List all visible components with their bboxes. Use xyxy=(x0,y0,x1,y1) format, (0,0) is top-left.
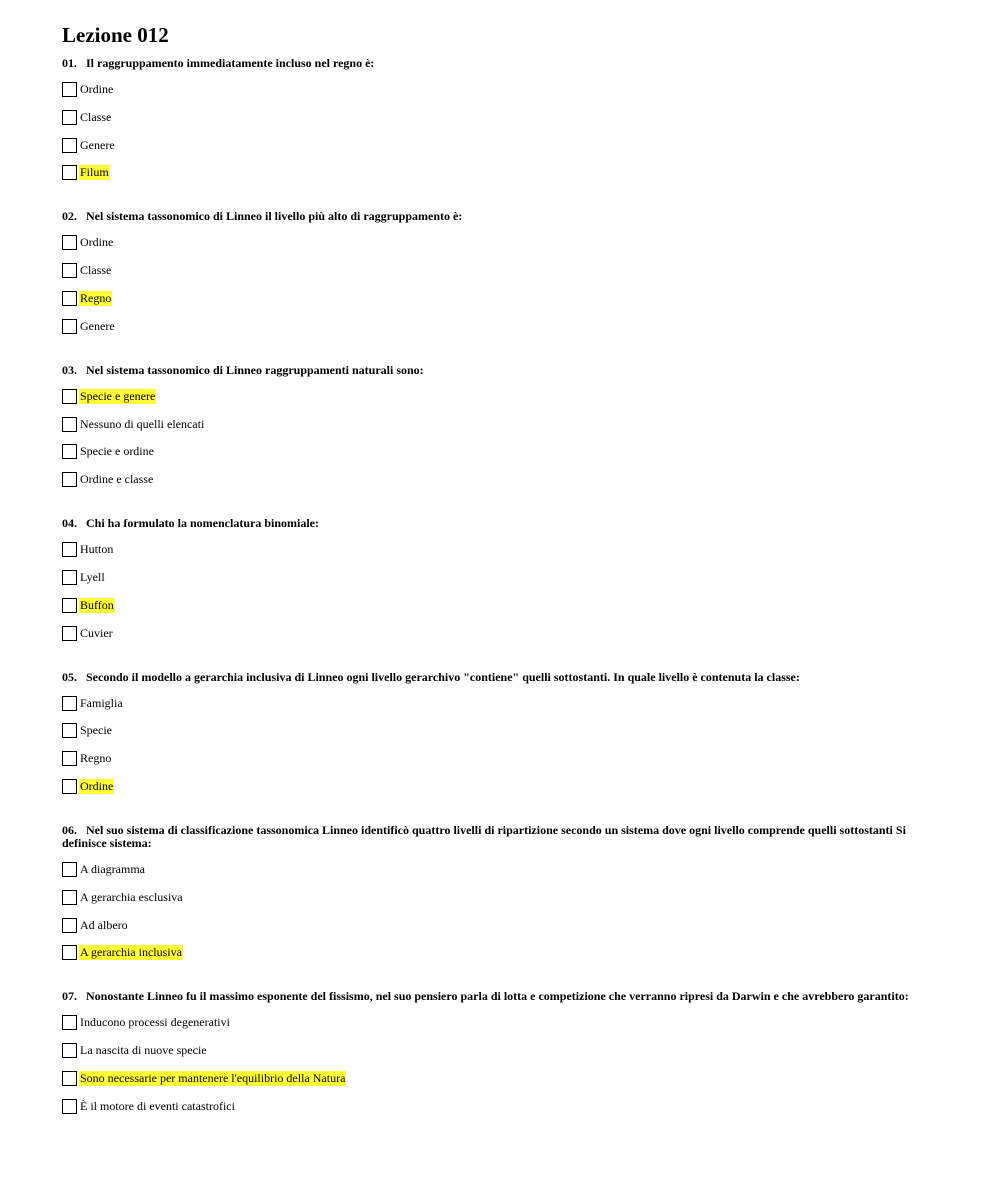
question-prompt: Chi ha formulato la nomenclatura binomiale: xyxy=(86,516,319,531)
question-number: 01. xyxy=(62,56,77,70)
answer-option[interactable] xyxy=(62,625,942,642)
question-list xyxy=(62,57,942,1115)
answer-option[interactable] xyxy=(62,1070,942,1087)
answer-label-highlighted: Regno xyxy=(80,290,112,305)
checkbox[interactable] xyxy=(62,82,77,97)
answer-label: Ad albero xyxy=(80,917,128,932)
checkbox[interactable] xyxy=(62,626,77,641)
answer-label: La nascita di nuove specie xyxy=(80,1043,207,1058)
answer-option[interactable] xyxy=(62,778,942,795)
answer-label: Regno xyxy=(80,751,112,766)
question-prompt: Nonostante Linneo fu il massimo esponente del fissismo, nel suo pensiero parla di lotta e competizione che verranno ripresi da Darwin e che avrebbero garantito: xyxy=(86,989,909,1004)
checkbox[interactable] xyxy=(62,263,77,278)
answer-option[interactable] xyxy=(62,597,942,614)
quiz-page xyxy=(62,22,942,1115)
answer-option[interactable] xyxy=(62,81,942,98)
checkbox[interactable] xyxy=(62,138,77,153)
answer-label: Lyell xyxy=(80,569,105,584)
question-text xyxy=(62,517,942,530)
answer-option[interactable] xyxy=(62,234,942,251)
question-2 xyxy=(62,210,942,334)
answer-option[interactable] xyxy=(62,541,942,558)
checkbox[interactable] xyxy=(62,751,77,766)
question-4 xyxy=(62,517,942,641)
answer-option[interactable] xyxy=(62,262,942,279)
question-text xyxy=(62,671,942,684)
checkbox[interactable] xyxy=(62,1015,77,1030)
question-text xyxy=(62,824,942,850)
answer-option[interactable] xyxy=(62,164,942,181)
answer-label: Genere xyxy=(80,318,115,333)
answer-label: Specie e ordine xyxy=(80,444,154,459)
answer-label: Nessuno di quelli elencati xyxy=(80,416,205,431)
question-number: 06. xyxy=(62,822,77,837)
question-prompt: Nel suo sistema di classificazione tassonomica Linneo identificò quattro livelli di ripartizione secondo un sistema dove ogni livello comprende quelli sottostanti Si definisce sistema: xyxy=(62,822,906,850)
question-prompt: Nel sistema tassonomico di Linneo raggruppamenti naturali sono: xyxy=(86,362,424,377)
question-prompt: Secondo il modello a gerarchia inclusiva di Linneo ogni livello gerarchivo "contiene" quelli sottostanti. In quale livello è contenuta la classe: xyxy=(86,669,800,684)
answer-label: A diagramma xyxy=(80,861,145,876)
question-text xyxy=(62,210,942,223)
answer-label: A gerarchia esclusiva xyxy=(80,889,183,904)
checkbox[interactable] xyxy=(62,444,77,459)
checkbox[interactable] xyxy=(62,235,77,250)
question-prompt: Il raggruppamento immediatamente incluso nel regno è: xyxy=(86,56,375,70)
answer-option[interactable] xyxy=(62,889,942,906)
checkbox[interactable] xyxy=(62,319,77,334)
question-number: 04. xyxy=(62,516,77,531)
answer-label-highlighted: A gerarchia inclusiva xyxy=(80,945,182,960)
checkbox[interactable] xyxy=(62,890,77,905)
question-7 xyxy=(62,990,942,1114)
answer-option[interactable] xyxy=(62,722,942,739)
answer-label: Famiglia xyxy=(80,695,123,710)
answer-option[interactable] xyxy=(62,861,942,878)
checkbox[interactable] xyxy=(62,1099,77,1114)
answer-option[interactable] xyxy=(62,944,942,961)
answer-label: È il motore di eventi catastrofici xyxy=(80,1098,235,1113)
checkbox[interactable] xyxy=(62,1071,77,1086)
checkbox[interactable] xyxy=(62,110,77,125)
answer-label: Ordine xyxy=(80,82,114,96)
question-text xyxy=(62,990,942,1003)
question-number: 07. xyxy=(62,989,77,1004)
question-number: 02. xyxy=(62,209,77,224)
answer-option[interactable] xyxy=(62,388,942,405)
answer-option[interactable] xyxy=(62,318,942,335)
answer-label: Ordine xyxy=(80,235,114,250)
checkbox[interactable] xyxy=(62,779,77,794)
checkbox[interactable] xyxy=(62,598,77,613)
answer-label-highlighted: Buffon xyxy=(80,597,114,612)
answer-label: Specie xyxy=(80,723,112,738)
checkbox[interactable] xyxy=(62,542,77,557)
answer-label-highlighted: Specie e genere xyxy=(80,388,156,403)
answer-label: Hutton xyxy=(80,542,114,557)
question-number: 05. xyxy=(62,669,77,684)
answer-option[interactable] xyxy=(62,137,942,154)
question-5 xyxy=(62,671,942,795)
answer-option[interactable] xyxy=(62,416,942,433)
answer-option[interactable] xyxy=(62,750,942,767)
checkbox[interactable] xyxy=(62,291,77,306)
answer-label-highlighted: Sono necessarie per mantenere l'equilibrio della Natura xyxy=(80,1070,346,1085)
checkbox[interactable] xyxy=(62,696,77,711)
answer-label: Classe xyxy=(80,109,112,124)
question-3 xyxy=(62,364,942,488)
answer-option[interactable] xyxy=(62,695,942,712)
checkbox[interactable] xyxy=(62,862,77,877)
answer-option[interactable] xyxy=(62,290,942,307)
answer-label: Genere xyxy=(80,137,115,152)
answer-option[interactable] xyxy=(62,569,942,586)
checkbox[interactable] xyxy=(62,165,77,180)
answer-option[interactable] xyxy=(62,109,942,126)
checkbox[interactable] xyxy=(62,389,77,404)
question-6 xyxy=(62,824,942,961)
checkbox[interactable] xyxy=(62,472,77,487)
answer-option[interactable] xyxy=(62,1042,942,1059)
answer-label: Ordine e classe xyxy=(80,472,154,487)
answer-option[interactable] xyxy=(62,917,942,934)
answer-label: Cuvier xyxy=(80,625,113,640)
answer-option[interactable] xyxy=(62,1098,942,1115)
question-1 xyxy=(62,57,942,181)
answer-option[interactable] xyxy=(62,1014,942,1031)
answer-label-highlighted: Ordine xyxy=(80,778,114,793)
answer-label: Inducono processi degenerativi xyxy=(80,1015,230,1030)
question-prompt: Nel sistema tassonomico di Linneo il livello più alto di raggruppamento è: xyxy=(86,209,463,224)
checkbox[interactable] xyxy=(62,417,77,432)
question-number: 03. xyxy=(62,362,77,377)
answer-label: Classe xyxy=(80,263,112,278)
checkbox[interactable] xyxy=(62,723,77,738)
checkbox[interactable] xyxy=(62,918,77,933)
answer-option[interactable] xyxy=(62,443,942,460)
answer-label-highlighted: Filum xyxy=(80,165,109,180)
checkbox[interactable] xyxy=(62,570,77,585)
checkbox[interactable] xyxy=(62,945,77,960)
page-title: Lezione 012 xyxy=(62,23,169,47)
question-text xyxy=(62,364,942,377)
question-text xyxy=(62,57,942,70)
checkbox[interactable] xyxy=(62,1043,77,1058)
answer-option[interactable] xyxy=(62,471,942,488)
